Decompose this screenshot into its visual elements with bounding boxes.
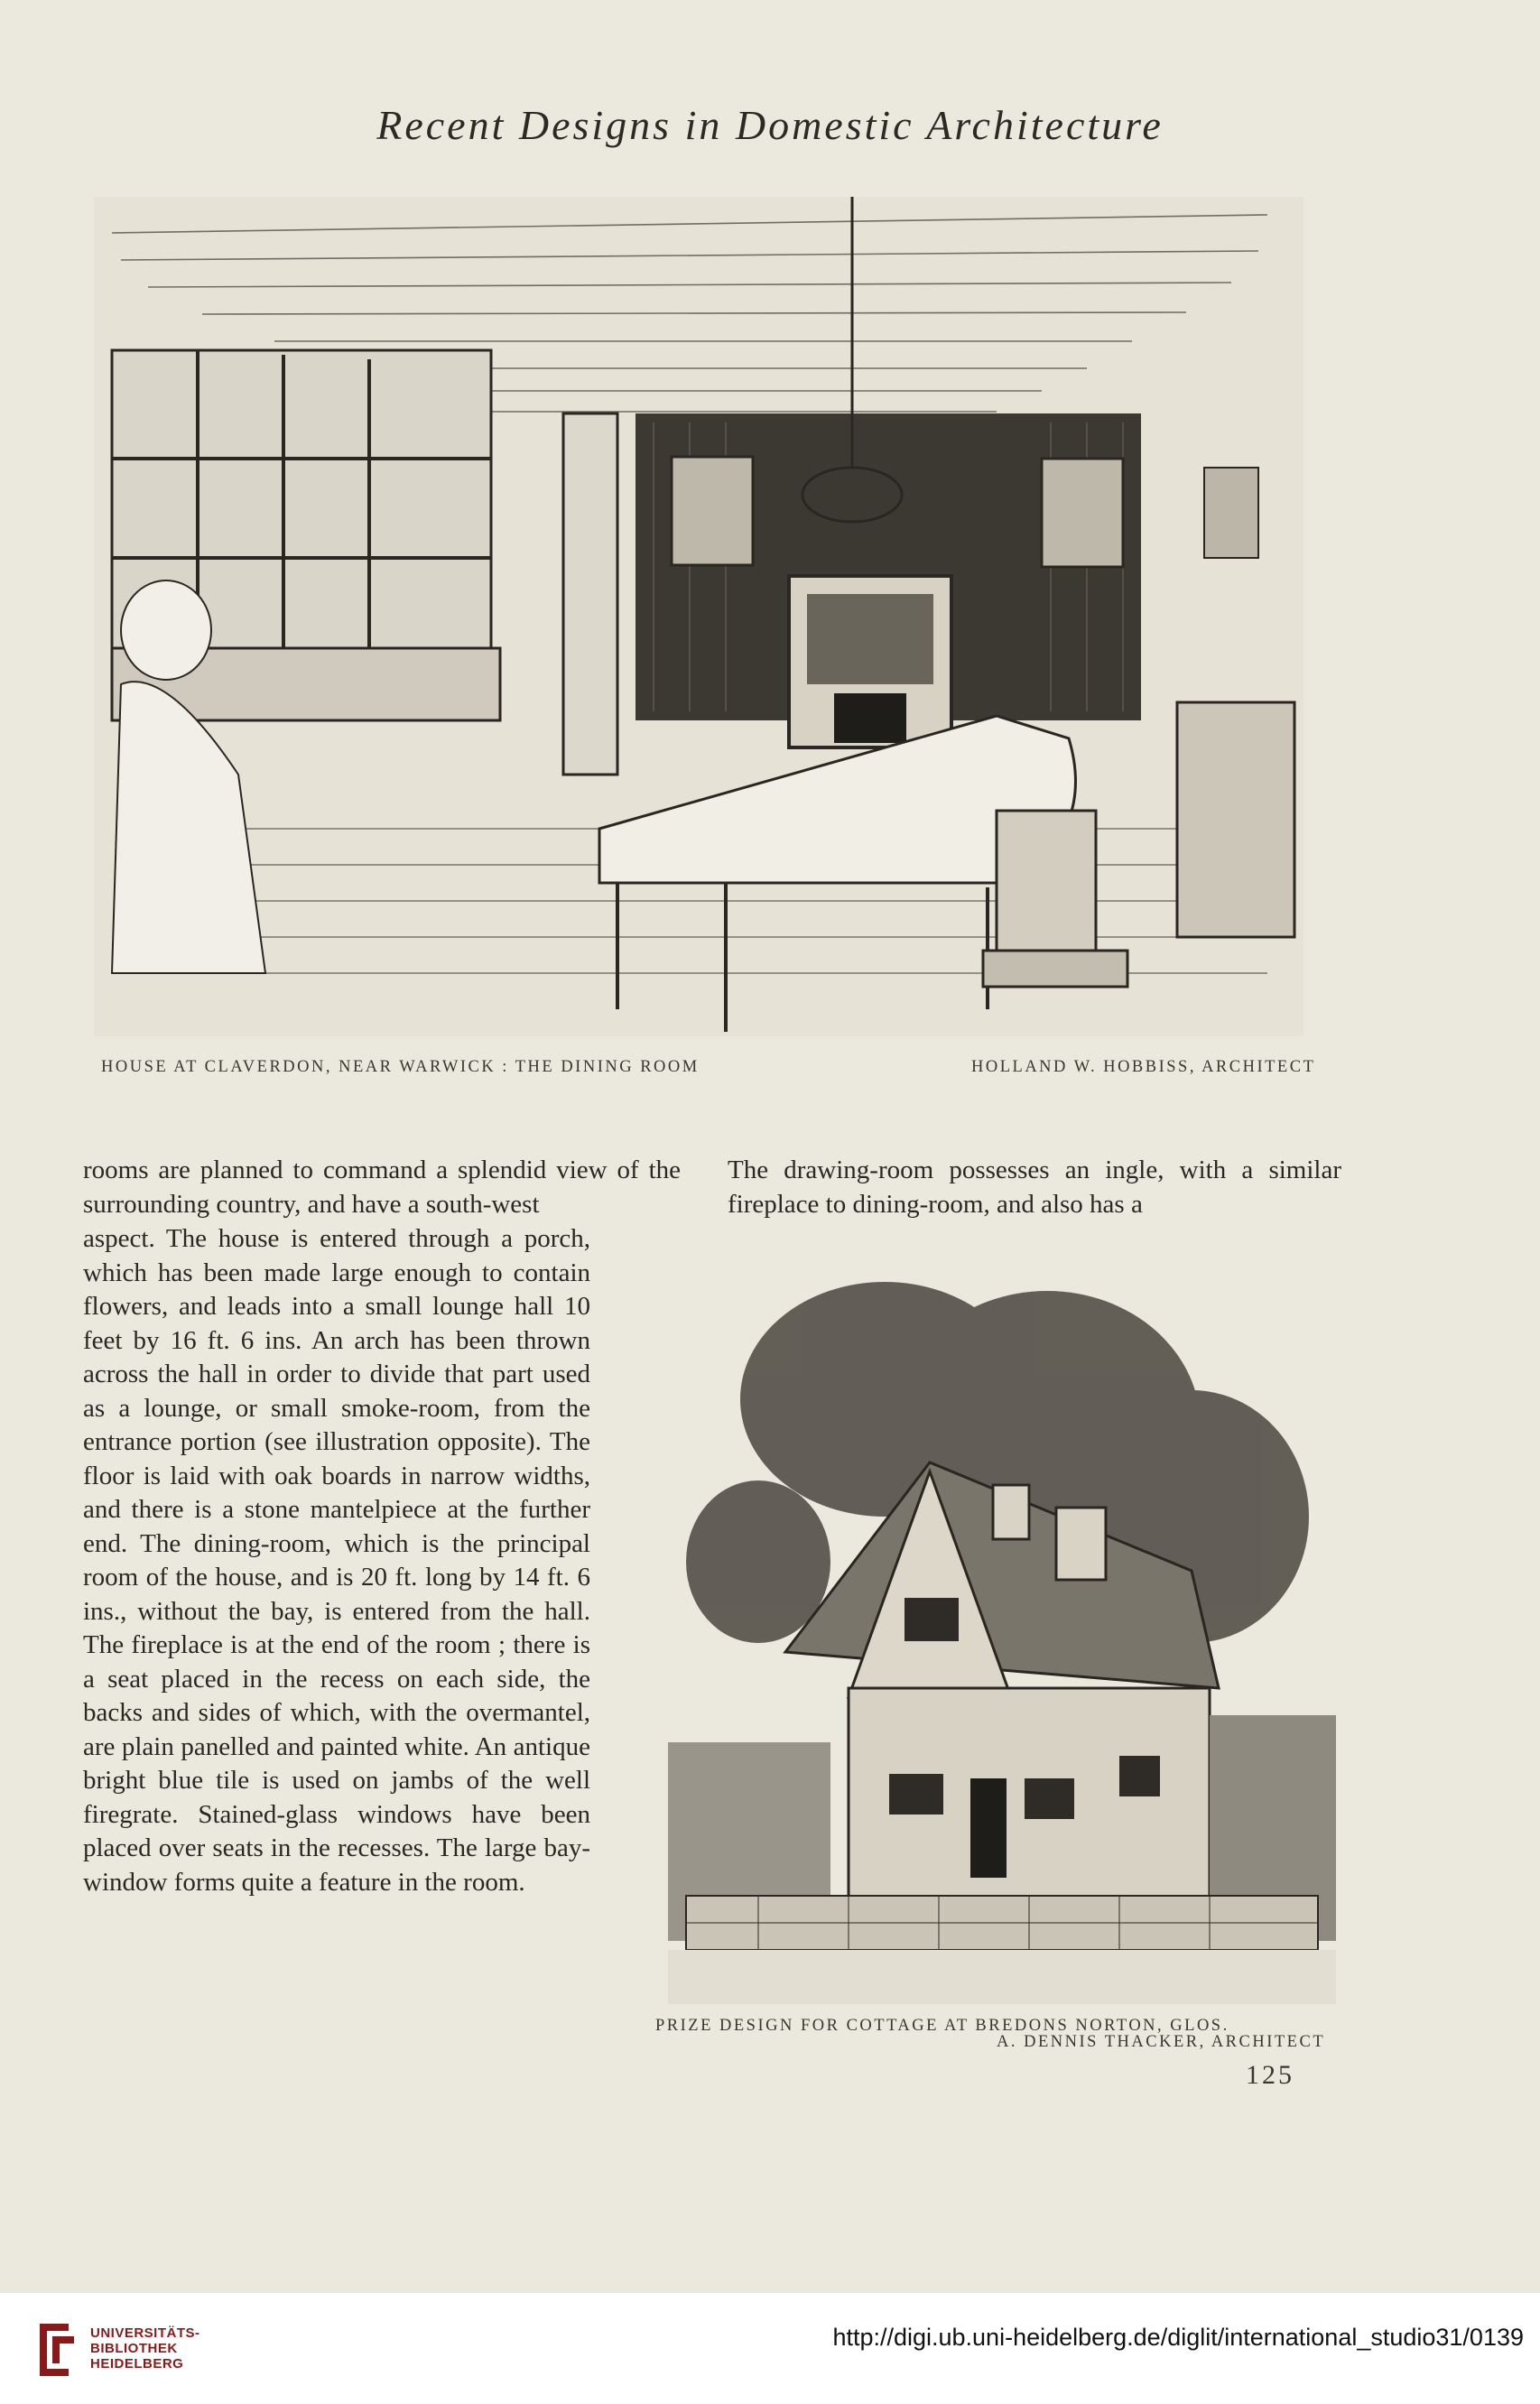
library-name-line3: HEIDELBERG bbox=[90, 2356, 184, 2372]
page-number: 125 bbox=[1246, 2060, 1294, 2090]
left-column-narrow bbox=[83, 1222, 590, 1899]
source-url-link[interactable]: http://digi.ub.uni-heidelberg.de/diglit/international_studio31/0139 bbox=[832, 2324, 1524, 2351]
running-head: Recent Designs in Domestic Architecture bbox=[376, 102, 1164, 148]
top-plate-caption-left: HOUSE AT CLAVERDON, NEAR WARWICK : THE DINING ROOM bbox=[101, 1058, 700, 1076]
left-column-top bbox=[83, 1154, 681, 1221]
dining-room-illustration bbox=[94, 197, 1303, 1036]
left-column-top-text: rooms are planned to command a splendid view of the surrounding country, and have a south-west bbox=[83, 1156, 681, 1219]
library-name-line1: UNIVERSITÄTS- bbox=[90, 2325, 200, 2341]
top-plate-caption-right: HOLLAND W. HOBBISS, ARCHITECT bbox=[971, 1058, 1316, 1076]
library-name-line2: BIBLIOTHEK bbox=[90, 2341, 178, 2356]
cottage-illustration bbox=[668, 1264, 1336, 2004]
bottom-plate-caption-line2: A. DENNIS THACKER, ARCHITECT bbox=[997, 2033, 1326, 2051]
left-column-narrow-text: aspect. The house is entered through a porch, which has been made large enough to contain flowers, and leads into a small lounge hall 10 feet by 16 ft. 6 ins. An arch has been thrown across the hall in order to divide that part used as a lounge, or small smoke-room, from the entrance portion (see illustration opposite). The floor is laid with oak boards in narrow widths, and there is a stone mantelpiece at the further end. The dining-room, which is the principal room of the house, and is 20 ft. long by 14 ft. 6 ins., without the bay, is entered from the hall. The fireplace is at the end of the room ; there is a seat placed in the recess on each side, the backs and sides of which, with the overmantel, are plain panelled and painted white. An antique bright blue tile is used on jambs of the well firegrate. Stained-glass windows have been placed over seats in the recesses. The large bay-window forms quite a feature in the room. bbox=[83, 1224, 590, 1897]
right-column-top-text: The drawing-room possesses an ingle, with a similar fireplace to dining-room, and also has a bbox=[728, 1156, 1341, 1219]
library-logo-icon bbox=[32, 2318, 81, 2381]
library-name bbox=[90, 2325, 200, 2372]
digitization-footer bbox=[0, 2293, 1540, 2404]
bottom-plate-caption-line1: PRIZE DESIGN FOR COTTAGE AT BREDONS NORTON, GLOS. bbox=[655, 2017, 1229, 2035]
right-column-top bbox=[728, 1154, 1341, 1221]
